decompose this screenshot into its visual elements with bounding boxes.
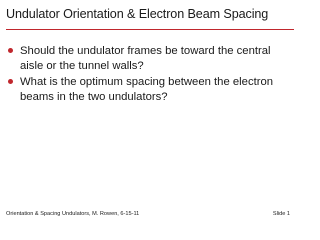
bullet-item: [8, 44, 288, 73]
bullet-text: What is the optimum spacing between the electron beams in the two undulators?: [20, 76, 274, 103]
bullet-dot-icon: [8, 79, 13, 84]
bullet-item: [8, 75, 288, 104]
bullet-text: Should the undulator frames be toward the central aisle or the tunnel walls?: [20, 45, 271, 72]
bullet-list: [8, 44, 288, 106]
bullet-dot-icon: [8, 48, 13, 53]
slide-number: Slide 1: [272, 211, 290, 217]
title-divider: [6, 29, 294, 30]
slide-title: Undulator Orientation & Electron Beam Spacing: [6, 7, 269, 21]
footer-caption: Orientation & Spacing Undulators, M. Rowen, 6-15-11: [6, 211, 140, 217]
